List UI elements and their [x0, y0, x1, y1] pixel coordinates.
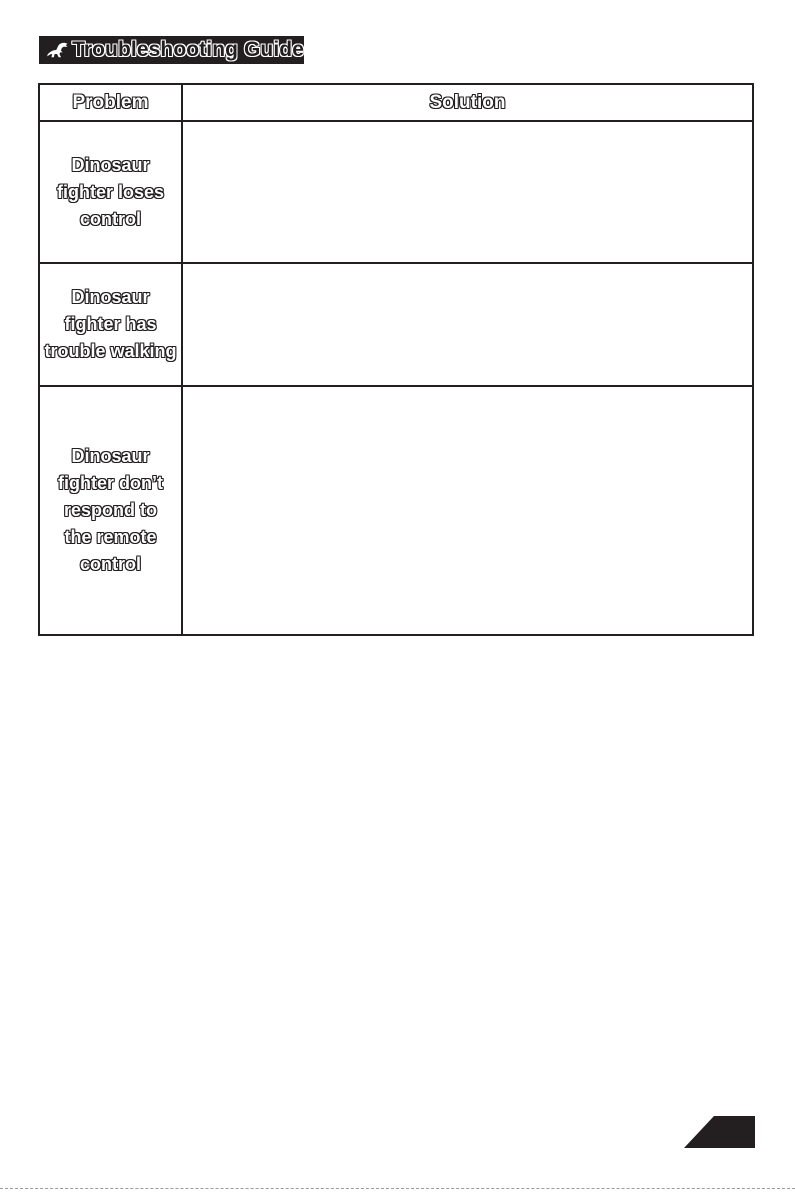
- problem-cell: Dinosaur fighter has trouble walking: [39, 263, 182, 386]
- table-row: [39, 263, 753, 386]
- section-header: [39, 36, 304, 64]
- dinosaur-icon: [45, 38, 69, 62]
- page-corner-tab: [684, 1116, 755, 1148]
- solution-cell: [182, 263, 753, 386]
- problem-cell: Dinosaur fighter loses control: [39, 121, 182, 263]
- solution-cell: [182, 121, 753, 263]
- trim-line: [0, 1188, 795, 1189]
- column-header-solution: Solution: [182, 84, 753, 121]
- troubleshooting-table: [38, 83, 754, 636]
- column-header-problem: Problem: [39, 84, 182, 121]
- table-header-row: [39, 84, 753, 121]
- problem-cell: Dinosaur fighter don’t respond to the remote control: [39, 386, 182, 635]
- table-row: [39, 386, 753, 635]
- page-title: Troubleshooting Guide: [72, 38, 304, 61]
- table-row: [39, 121, 753, 263]
- solution-cell: [182, 386, 753, 635]
